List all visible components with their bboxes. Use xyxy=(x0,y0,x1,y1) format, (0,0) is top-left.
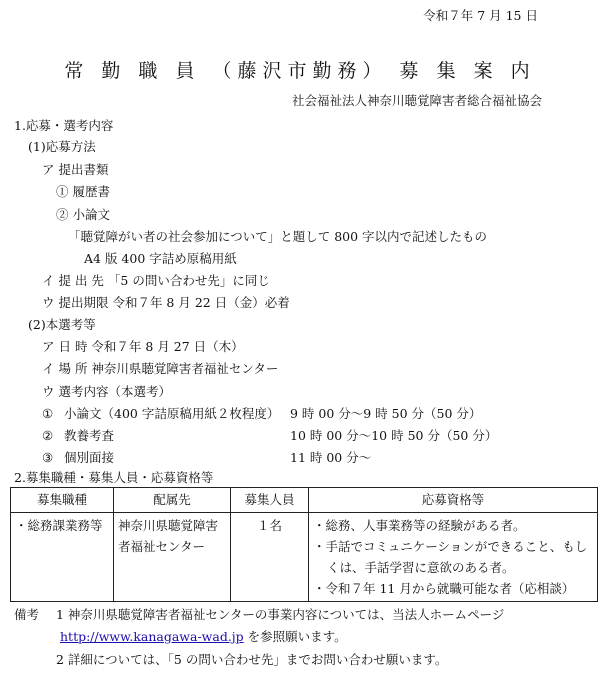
selection-item-time: 10 時 00 分～10 時 50 分（50 分） xyxy=(290,428,498,443)
essay-paper-format: A4 版 400 字詰め原稿用紙 xyxy=(84,251,237,266)
page-title: 常 勤 職 員 （藤沢市勤務） 募 集 案 内 xyxy=(64,60,536,82)
table-row xyxy=(11,513,598,602)
selection-place: イ 場 所 神奈川県聴覚障害者福祉センター xyxy=(42,361,279,376)
selection-item-num: ③ xyxy=(42,450,54,465)
qualification-item: ・令和７年 11 月から就職可能な者（応相談） xyxy=(313,581,575,596)
subsection-application-method: (1)応募方法 xyxy=(28,139,96,154)
selection-date: ア 日 時 令和７年 8 月 27 日（木） xyxy=(42,339,244,354)
note-1-link-line xyxy=(60,629,347,645)
table-header: 応募資格等 xyxy=(309,488,598,513)
selection-content-label: ウ 選考内容（本選考） xyxy=(42,384,171,399)
table-header: 配属先 xyxy=(114,488,231,513)
notes-label: 備考 xyxy=(14,607,40,622)
department-cell xyxy=(114,513,231,602)
note-1: 1 神奈川県聴覚障害者福祉センターの事業内容については、当法人ホームページ xyxy=(56,607,505,622)
qualification-item-cont: くは、手話学習に意欲のある者。 xyxy=(327,560,515,575)
qualifications-cell xyxy=(309,513,598,602)
selection-item-name: 個別面接 xyxy=(64,450,115,465)
table-header: 募集人員 xyxy=(231,488,309,513)
documents-label: ア 提出書類 xyxy=(42,162,109,177)
selection-item-num: ② xyxy=(42,428,54,443)
selection-item-time: 11 時 00 分～ xyxy=(290,450,372,465)
recruitment-table xyxy=(10,487,598,602)
note-2: 2 詳細については、「5 の問い合わせ先」までお問い合わせ願います。 xyxy=(56,652,448,667)
table-header-row xyxy=(11,488,598,513)
organization-name: 社会福祉法人神奈川聴覚障害者総合福祉協会 xyxy=(291,93,542,108)
table-header: 募集職種 xyxy=(11,488,114,513)
selection-item-name: 教養考査 xyxy=(64,428,115,443)
document-resume: ① 履歴書 xyxy=(56,184,110,199)
selection-item-num: ① xyxy=(42,406,54,421)
qualification-item: ・手話でコミュニケーションができること、もし xyxy=(313,539,588,554)
headcount-cell: １名 xyxy=(231,513,309,602)
section2-heading: 2.募集職種・募集人員・応募資格等 xyxy=(14,470,214,485)
qualification-item: ・総務、人事業務等の経験がある者。 xyxy=(313,518,526,533)
selection-item-time: 9 時 00 分～9 時 50 分（50 分） xyxy=(290,406,482,421)
document-essay: ② 小論文 xyxy=(56,207,110,222)
essay-description: 「聴覚障がい者の社会参加について」と題して 800 字以内で記述したもの xyxy=(68,229,488,244)
document-date: 令和７年 7 月 15 日 xyxy=(423,8,538,23)
link-suffix: を参照願います。 xyxy=(243,629,347,644)
job-type-cell: ・総務課業務等 xyxy=(11,513,114,602)
submission-deadline: ウ 提出期限 令和７年 8 月 22 日（金）必着 xyxy=(42,295,290,310)
submission-destination: イ 提 出 先 「5 の問い合わせ先」に同じ xyxy=(42,273,270,288)
subsection-selection: (2)本選考等 xyxy=(28,317,96,332)
selection-item-name: 小論文（400 字詰原稿用紙２枚程度） xyxy=(64,406,280,421)
department-line: 神奈川県聴覚障害 xyxy=(118,518,219,533)
department-line: 者福祉センター xyxy=(118,539,206,554)
homepage-link[interactable]: http://www.kanagawa-wad.jp xyxy=(60,629,244,644)
section1-heading: 1.応募・選考内容 xyxy=(14,118,114,133)
